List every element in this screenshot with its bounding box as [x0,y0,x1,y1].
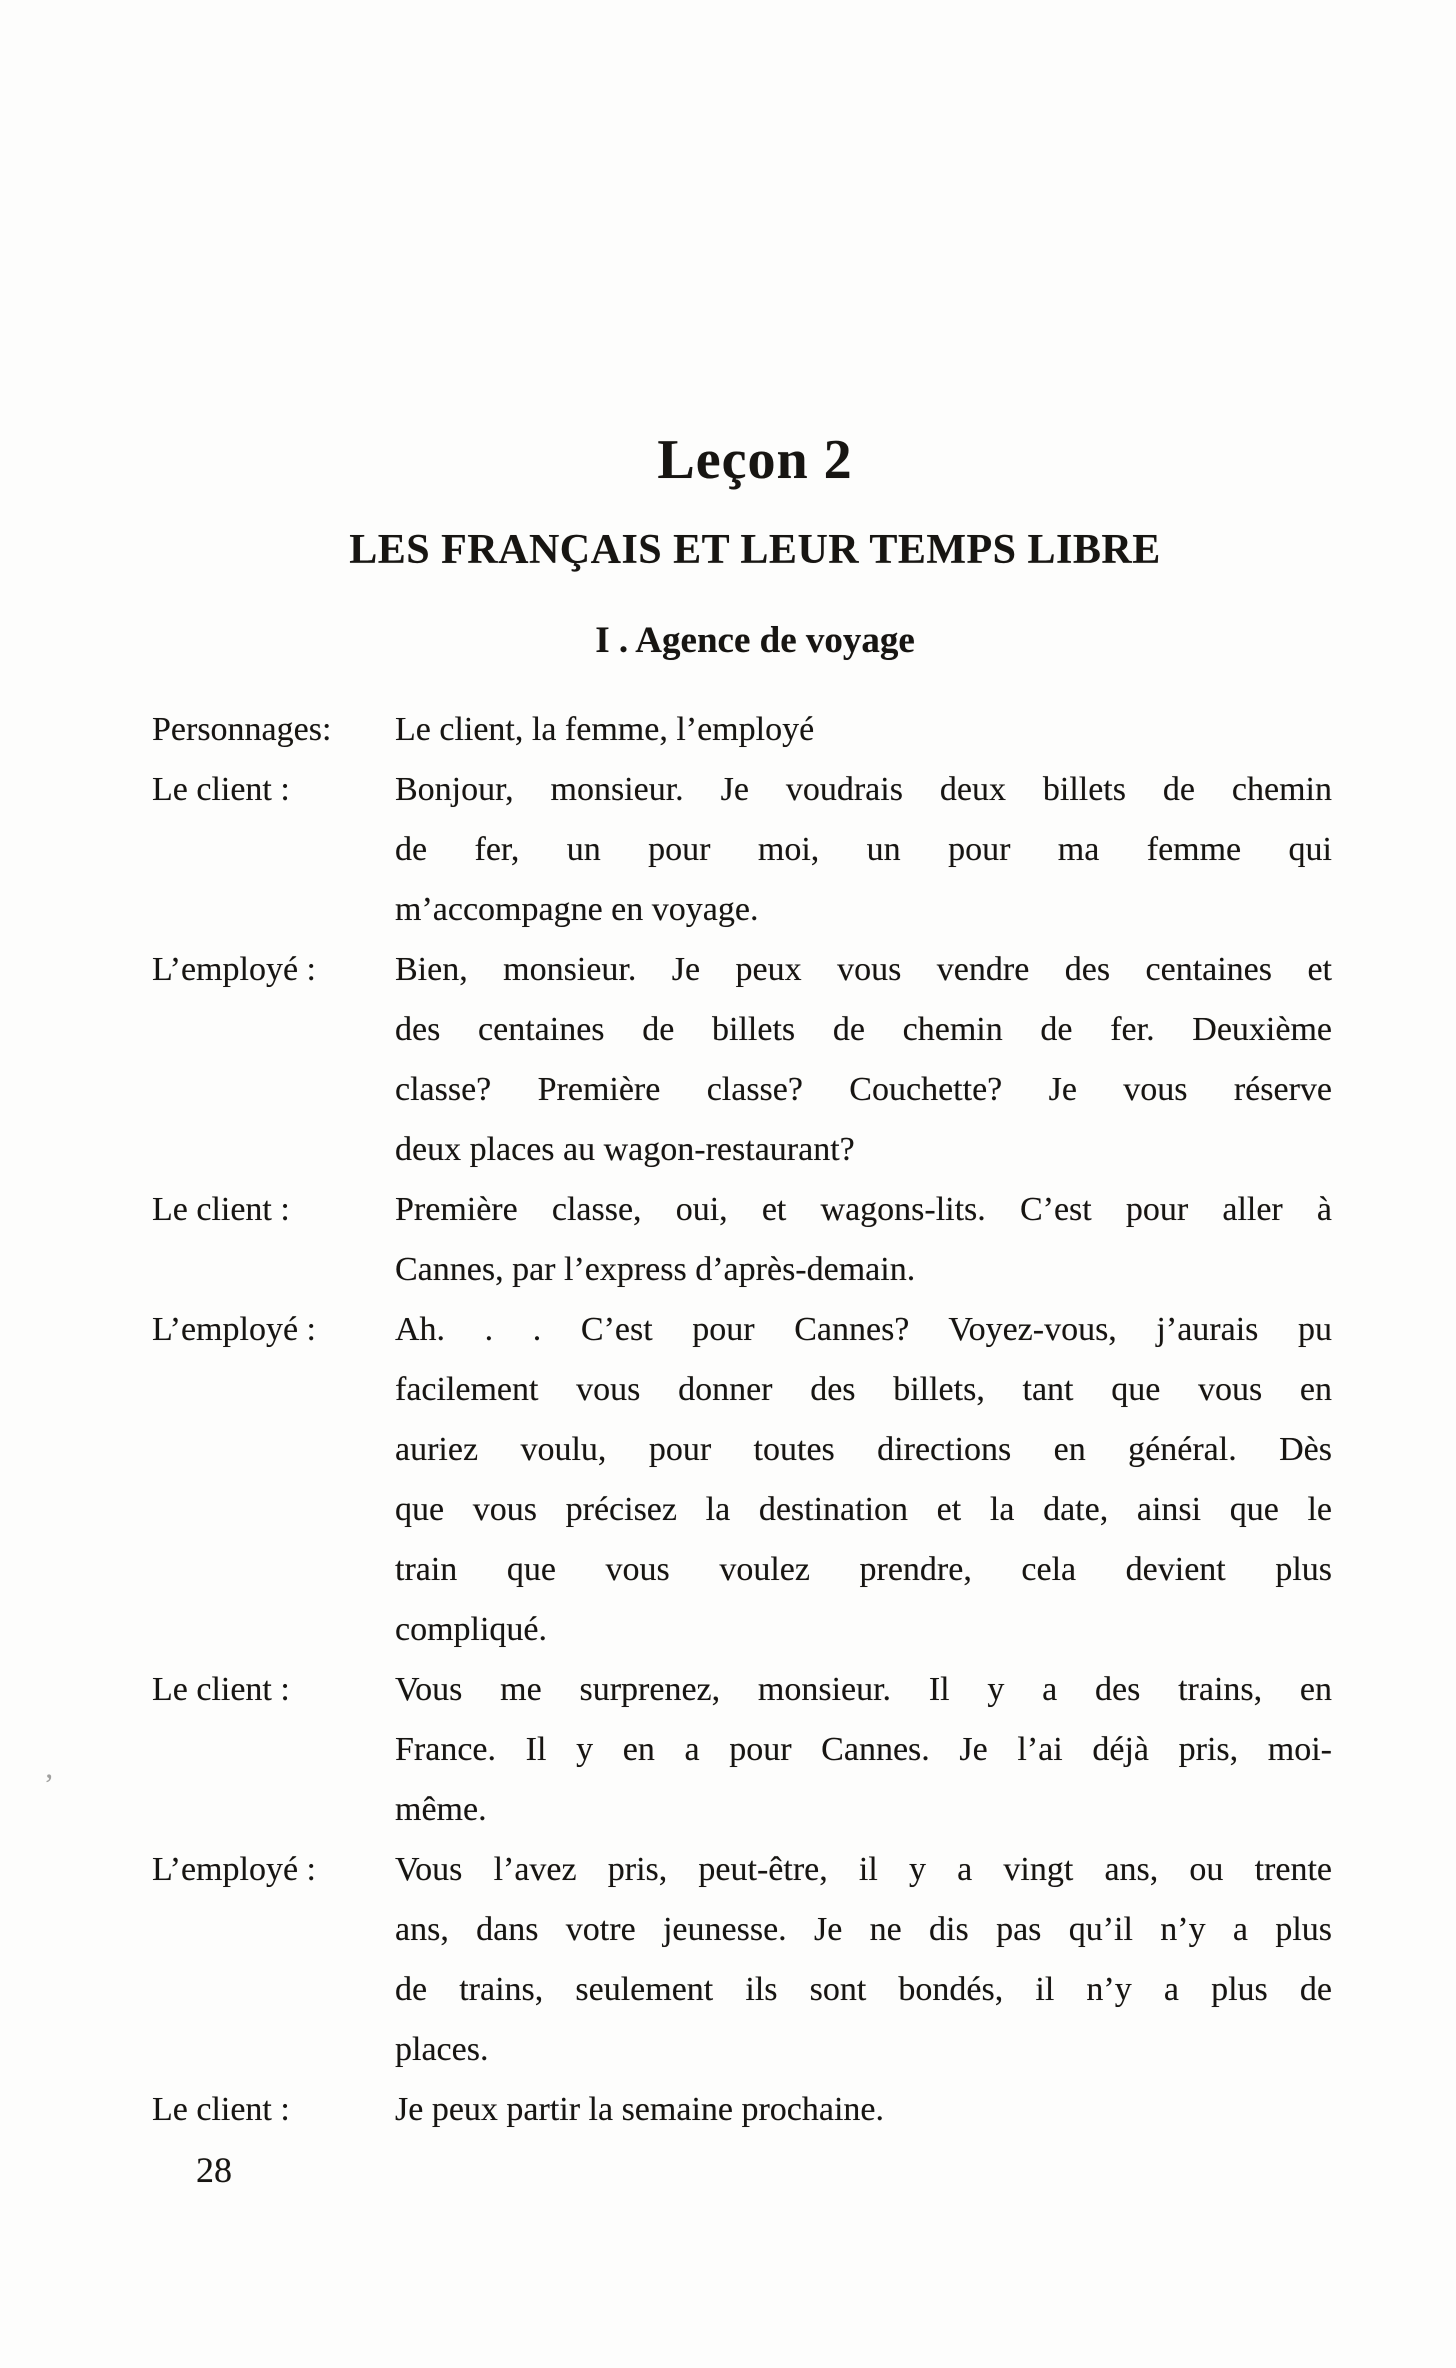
dialogue-text: Je peux partir la semaine prochaine. [395,2091,885,2128]
dialogue-row [152,820,1332,880]
dialogue-text: train que vous voulez prendre, cela devient plus [395,1551,1332,1588]
dialogue-row [152,1360,1332,1420]
dialogue-row [152,1780,1332,1840]
page-number: 28 [196,2150,232,2190]
speaker-label: L’employé : [152,951,316,988]
dialogue-row [152,1900,1332,1960]
speaker-label [152,1060,395,1120]
speaker-label [152,1720,395,1780]
speaker-label: Le client : [152,2091,290,2128]
speaker-label: L’employé : [152,1851,316,1888]
speaker-label: Le client : [152,1671,290,1708]
dialogue-row [152,1420,1332,1480]
dialogue-row [152,1180,1332,1240]
dialogue-text: Bien, monsieur. Je peux vous vendre des centaines et [395,951,1332,988]
dialogue-text: Le client, la femme, l’employé [395,711,815,748]
dialogue-text: Bonjour, monsieur. Je voudrais deux billets de chemin [395,771,1332,808]
dialogue-row [152,1720,1332,1780]
speaker-label [152,1960,395,2020]
dialogue-text: Vous l’avez pris, peut-être, il y a vingt ans, ou trente [395,1851,1332,1888]
dialogue-row [152,1240,1332,1300]
dialogue-row [152,1960,1332,2020]
speaker-label [152,1900,395,1960]
section-heading: I . Agence de voyage [595,620,915,661]
dialogue-row [152,1840,1332,1900]
dialogue-text: Ah. . . C’est pour Cannes? Voyez-vous, j’aurais pu [395,1311,1332,1348]
dialogue-row [152,2080,1332,2140]
speaker-label: Le client : [152,771,290,808]
page-subtitle: LES FRANÇAIS ET LEUR TEMPS LIBRE [349,527,1161,573]
speaker-label [152,1360,395,1420]
dialogue-text: de fer, un pour moi, un pour ma femme qui [395,831,1332,868]
speaker-label [152,1480,395,1540]
speaker-label [152,1000,395,1060]
dialogue-text: Cannes, par l’express d’après-demain. [395,1251,916,1288]
speaker-label [152,1120,395,1180]
dialogue-row [152,1300,1332,1360]
dialogue-row [152,1660,1332,1720]
speaker-label: L’employé : [152,1311,316,1348]
dialogue-text: des centaines de billets de chemin de fer. Deuxième [395,1011,1332,1048]
dialogue-text: classe? Première classe? Couchette? Je vous réserve [395,1071,1332,1108]
speaker-label [152,820,395,880]
dialogue-row [152,880,1332,940]
speaker-label: Le client : [152,1191,290,1228]
speaker-label [152,1420,395,1480]
dialogue-row [152,940,1332,1000]
dialogue-row [152,1120,1332,1180]
speaker-label [152,1540,395,1600]
dialogue-text: deux places au wagon-restaurant? [395,1131,855,1168]
speaker-label [152,2020,395,2080]
dialogue-text: que vous précisez la destination et la date, ainsi que le [395,1491,1332,1528]
dialogue-row [152,1000,1332,1060]
dialogue-row [152,1060,1332,1120]
speaker-label: Personnages: [152,711,332,748]
speaker-label [152,1240,395,1300]
heading-block [185,0,1325,666]
dialogue-text: m’accompagne en voyage. [395,891,759,928]
dialogue-text: facilement vous donner des billets, tant que vous en [395,1371,1332,1408]
dialogue-row [152,760,1332,820]
dialogue-text: même. [395,1791,487,1828]
dialogue-row [152,1540,1332,1600]
dialogue-text: auriez voulu, pour toutes directions en général. Dès [395,1431,1332,1468]
dialogue-row [152,1480,1332,1540]
dialogue-text: de trains, seulement ils sont bondés, il n’y a plus de [395,1971,1332,2008]
dialogue-row [152,1600,1332,1660]
dialogue-text: places. [395,2031,489,2068]
dialogue-row [152,700,1332,760]
dialogue-block [152,700,1332,2140]
page-title: Leçon 2 [657,429,853,491]
speaker-label [152,1600,395,1660]
dialogue-row [152,2020,1332,2080]
speaker-label [152,880,395,940]
dialogue-text: France. Il y en a pour Cannes. Je l’ai déjà pris, moi- [395,1731,1332,1768]
speaker-label [152,1780,395,1840]
dialogue-text: Vous me surprenez, monsieur. Il y a des trains, en [395,1671,1332,1708]
dialogue-text: Première classe, oui, et wagons-lits. C’est pour aller à [395,1191,1332,1228]
scan-artifact-mark: ’ [44,1768,54,1801]
dialogue-text: ans, dans votre jeunesse. Je ne dis pas qu’il n’y a plus [395,1911,1332,1948]
dialogue-text: compliqué. [395,1611,548,1648]
